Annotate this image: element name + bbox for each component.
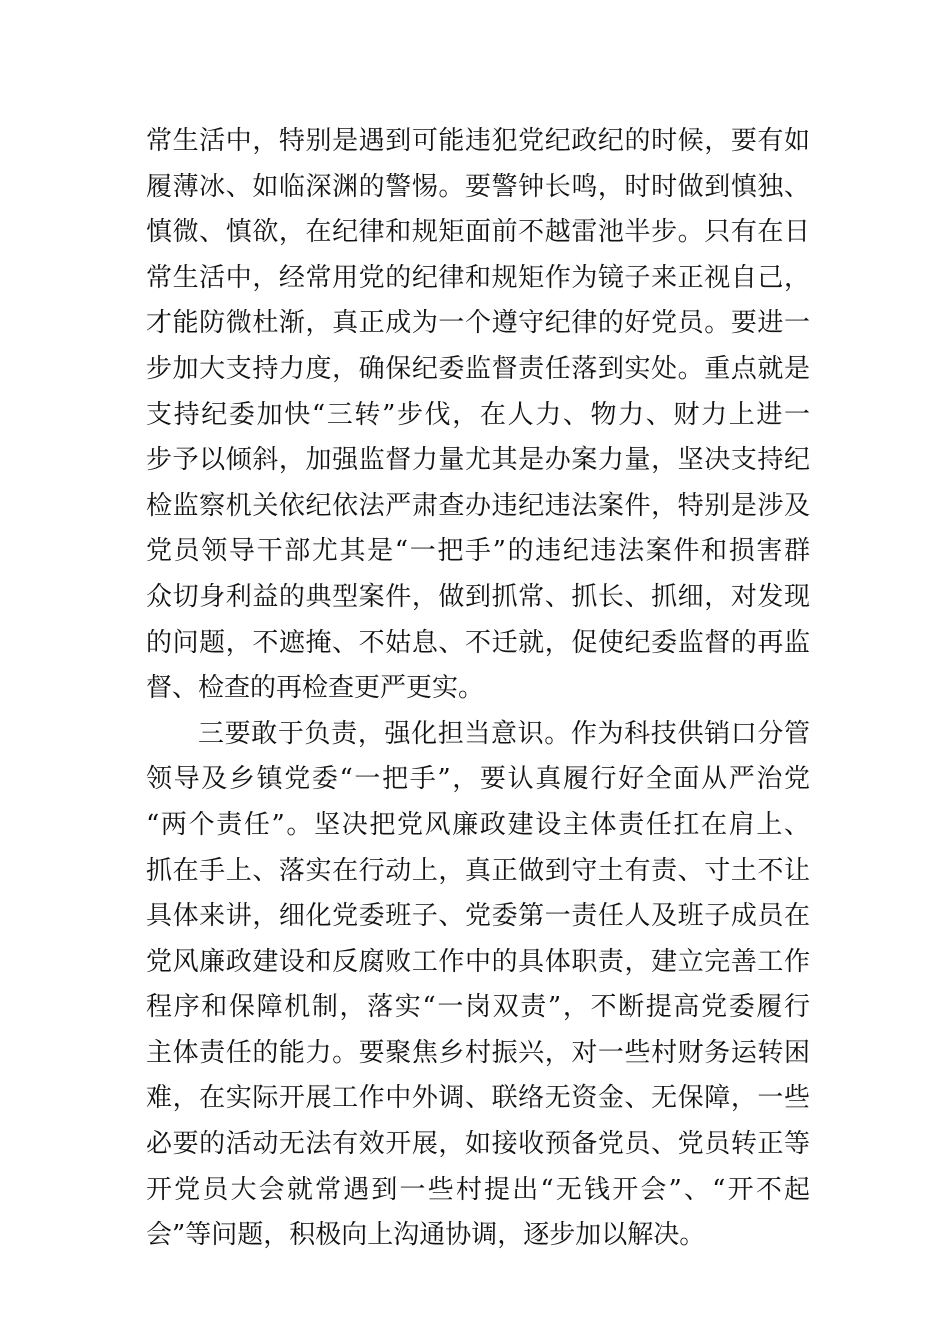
paragraph-2 (146, 712, 810, 1259)
text-line: 抓在手上、落实在行动上，真正做到守土有责、寸土不让 (146, 855, 810, 886)
text-line: 会”等问题，积极向上沟通协调，逐步加以解决。 (146, 1220, 706, 1251)
text-line: 难，在实际开展工作中外调、联络无资金、无保障，一些 (146, 1083, 810, 1114)
text-line: 党风廉政建设和反腐败工作中的具体职责，建立完善工作 (146, 946, 810, 977)
text-line: 主体责任的能力。要聚焦乡村振兴，对一些村财务运转困 (146, 1037, 810, 1068)
text-line: 必要的活动无法有效开展，如接收预备党员、党员转正等 (146, 1129, 810, 1160)
text-line: 党员领导干部尤其是“一把手”的违纪违法案件和损害群 (146, 536, 810, 567)
text-line: 才能防微杜渐，真正成为一个遵守纪律的好党员。要进一 (146, 308, 810, 339)
text-line: “两个责任”。坚决把党风廉政建设主体责任扛在肩上、 (146, 809, 810, 840)
text-line: 程序和保障机制，落实“一岗双责”，不断提高党委履行 (146, 992, 810, 1023)
text-line: 步加大支持力度，确保纪委监督责任落到实处。重点就是 (146, 353, 810, 384)
text-line: 常生活中，特别是遇到可能违犯党纪政纪的时候，要有如 (146, 126, 810, 156)
text-line: 督、检查的再检查更严更实。 (146, 673, 485, 704)
text-line: 领导及乡镇党委“一把手”，要认真履行好全面从严治党 (146, 764, 810, 795)
text-line: 三要敢于负责，强化担当意识。作为科技供销口分管 (198, 718, 810, 749)
text-line: 检监察机关依纪依法严肃查办违纪违法案件，特别是涉及 (146, 490, 810, 521)
text-line: 具体来讲，细化党委班子、党委第一责任人及班子成员在 (146, 901, 810, 932)
text-line: 步予以倾斜，加强监督力量尤其是办案力量，坚决支持纪 (146, 445, 810, 476)
text-line: 常生活中，经常用党的纪律和规矩作为镜子来正视自己， (146, 262, 810, 293)
document-body (146, 119, 810, 1259)
text-line: 的问题，不遮掩、不姑息、不迁就，促使纪委监督的再监 (146, 627, 810, 658)
text-line: 开党员大会就常遇到一些村提出“无钱开会”、“开不起 (146, 1174, 810, 1205)
text-line: 众切身利益的典型案件，做到抓常、抓长、抓细，对发现 (146, 581, 810, 612)
text-line: 慎微、慎欲，在纪律和规矩面前不越雷池半步。只有在日 (146, 217, 810, 248)
text-line: 履薄冰、如临深渊的警惕。要警钟长鸣，时时做到慎独、 (146, 171, 810, 202)
text-line: 支持纪委加快“三转”步伐，在人力、物力、财力上进一 (146, 399, 810, 430)
paragraph-1 (146, 119, 810, 712)
